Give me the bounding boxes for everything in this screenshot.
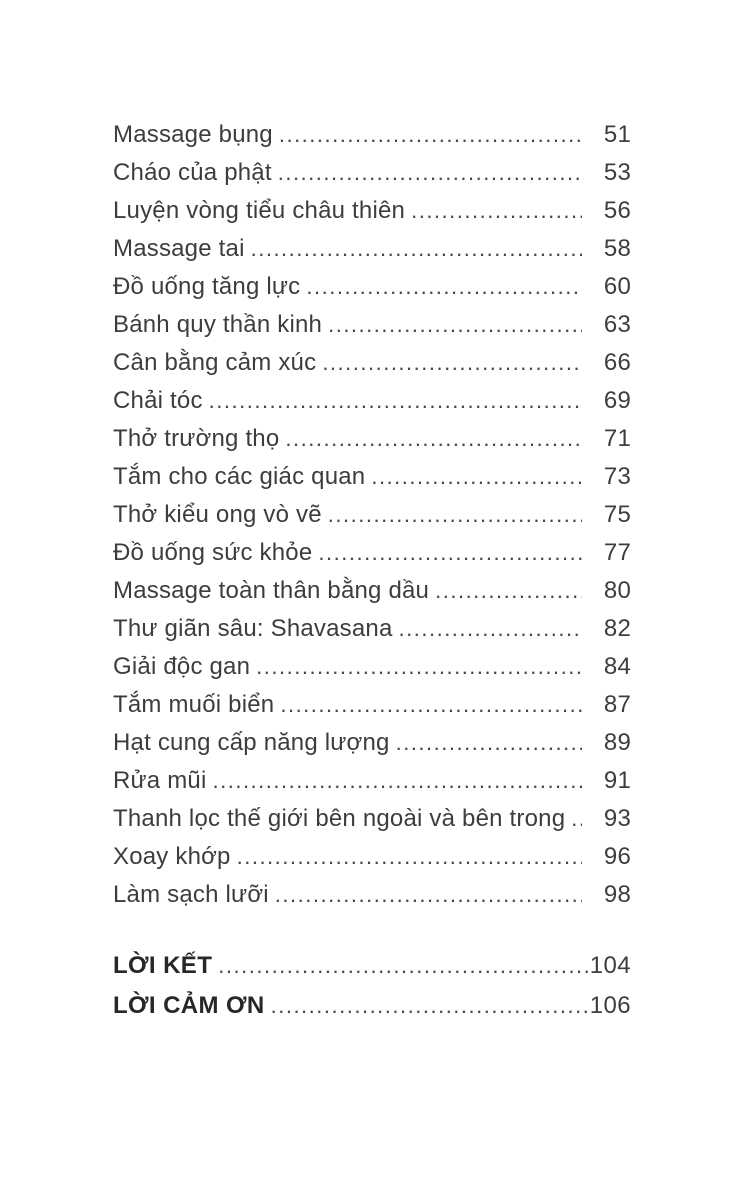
toc-entry (113, 382, 631, 420)
toc-entry (113, 154, 631, 192)
toc-entry-title: Giải độc gan (113, 653, 251, 680)
dot-leader (271, 986, 588, 1026)
toc-entry-page-number: 84 (603, 653, 631, 680)
toc-entry (113, 268, 631, 306)
toc-entry-title: LỜI KẾT (113, 952, 213, 979)
toc-entry-page-number: 69 (603, 387, 631, 414)
toc-entry-page-number: 96 (603, 843, 631, 870)
toc-entry (113, 610, 631, 648)
toc-entry-title: Bánh quy thần kinh (113, 311, 323, 338)
dot-leader (318, 534, 582, 572)
dot-leader (411, 192, 582, 230)
toc-entry (113, 306, 631, 344)
toc-entry-title: Thở kiểu ong vò vẽ (113, 501, 322, 528)
toc-entry (113, 876, 631, 914)
toc-entry-page-number: 82 (603, 615, 631, 642)
toc-entry (113, 496, 631, 534)
toc-entry-title: Massage bụng (113, 121, 273, 148)
toc-entry-title: LỜI CẢM ƠN (113, 992, 265, 1019)
toc-entry-page-number: 75 (603, 501, 631, 528)
section-gap (113, 914, 631, 946)
dot-leader (435, 572, 582, 610)
dot-leader (571, 800, 582, 838)
dot-leader (275, 876, 582, 914)
dot-leader (328, 306, 582, 344)
toc-entry (113, 946, 631, 986)
toc-entry-page-number: 63 (603, 311, 631, 338)
toc-entry-page-number: 80 (603, 577, 631, 604)
toc-entry (113, 838, 631, 876)
dot-leader (399, 610, 582, 648)
toc-entry-title: Tắm cho các giác quan (113, 463, 366, 490)
dot-leader (306, 268, 582, 306)
toc-entry-page-number: 89 (603, 729, 631, 756)
toc-entry (113, 344, 631, 382)
toc-entry-page-number: 71 (603, 425, 631, 452)
dot-leader (280, 686, 582, 724)
toc-entry-page-number: 66 (603, 349, 631, 376)
toc-entry-page-number: 51 (603, 121, 631, 148)
toc-entry-title: Thở trường thọ (113, 425, 280, 452)
toc-entry-page-number: 106 (589, 992, 631, 1019)
toc-entry-title: Xoay khớp (113, 843, 231, 870)
toc-entry-title: Đồ uống sức khỏe (113, 539, 313, 566)
toc-entry (113, 534, 631, 572)
toc-entry-title: Luyện vòng tiểu châu thiên (113, 197, 406, 224)
toc-entry (113, 458, 631, 496)
table-of-contents (113, 116, 631, 1026)
toc-entry-title: Cháo của phật (113, 159, 272, 186)
dot-leader (218, 946, 588, 986)
toc-entry-page-number: 58 (603, 235, 631, 262)
dot-leader (285, 420, 582, 458)
toc-entry-title: Thanh lọc thế giới bên ngoài và bên trong (113, 805, 566, 832)
toc-entry-title: Chải tóc (113, 387, 203, 414)
toc-entry (113, 724, 631, 762)
dot-leader (322, 344, 582, 382)
toc-entry-title: Tắm muối biển (113, 691, 275, 718)
dot-leader (371, 458, 582, 496)
dot-leader (396, 724, 582, 762)
toc-entry (113, 230, 631, 268)
toc-entry-page-number: 104 (589, 952, 631, 979)
toc-entry (113, 420, 631, 458)
toc-entry-page-number: 60 (603, 273, 631, 300)
dot-leader (256, 648, 582, 686)
toc-entry-title: Massage toàn thân bằng dầu (113, 577, 430, 604)
toc-entry (113, 648, 631, 686)
toc-entry-page-number: 93 (603, 805, 631, 832)
toc-entry-title: Làm sạch lưỡi (113, 881, 269, 908)
toc-entry (113, 116, 631, 154)
dot-leader (237, 838, 582, 876)
toc-entry (113, 986, 631, 1026)
dot-leader (279, 116, 582, 154)
dot-leader (278, 154, 582, 192)
toc-entry-title: Massage tai (113, 235, 245, 262)
toc-entry-title: Đồ uống tăng lực (113, 273, 301, 300)
toc-entry-page-number: 53 (603, 159, 631, 186)
toc-entry (113, 572, 631, 610)
dot-leader (213, 762, 583, 800)
dot-leader (209, 382, 582, 420)
toc-entry-page-number: 77 (603, 539, 631, 566)
toc-entry-title: Hạt cung cấp năng lượng (113, 729, 390, 756)
toc-entry (113, 762, 631, 800)
toc-entry-title: Cân bằng cảm xúc (113, 349, 317, 376)
toc-entry-title: Rửa mũi (113, 767, 207, 794)
toc-entry-page-number: 98 (603, 881, 631, 908)
toc-entry (113, 800, 631, 838)
dot-leader (328, 496, 582, 534)
toc-entry-page-number: 56 (603, 197, 631, 224)
toc-entry-page-number: 73 (603, 463, 631, 490)
dot-leader (251, 230, 582, 268)
toc-entry-page-number: 87 (603, 691, 631, 718)
toc-entry-page-number: 91 (603, 767, 631, 794)
toc-entry-title: Thư giãn sâu: Shavasana (113, 615, 393, 642)
toc-entry (113, 686, 631, 724)
toc-entry (113, 192, 631, 230)
